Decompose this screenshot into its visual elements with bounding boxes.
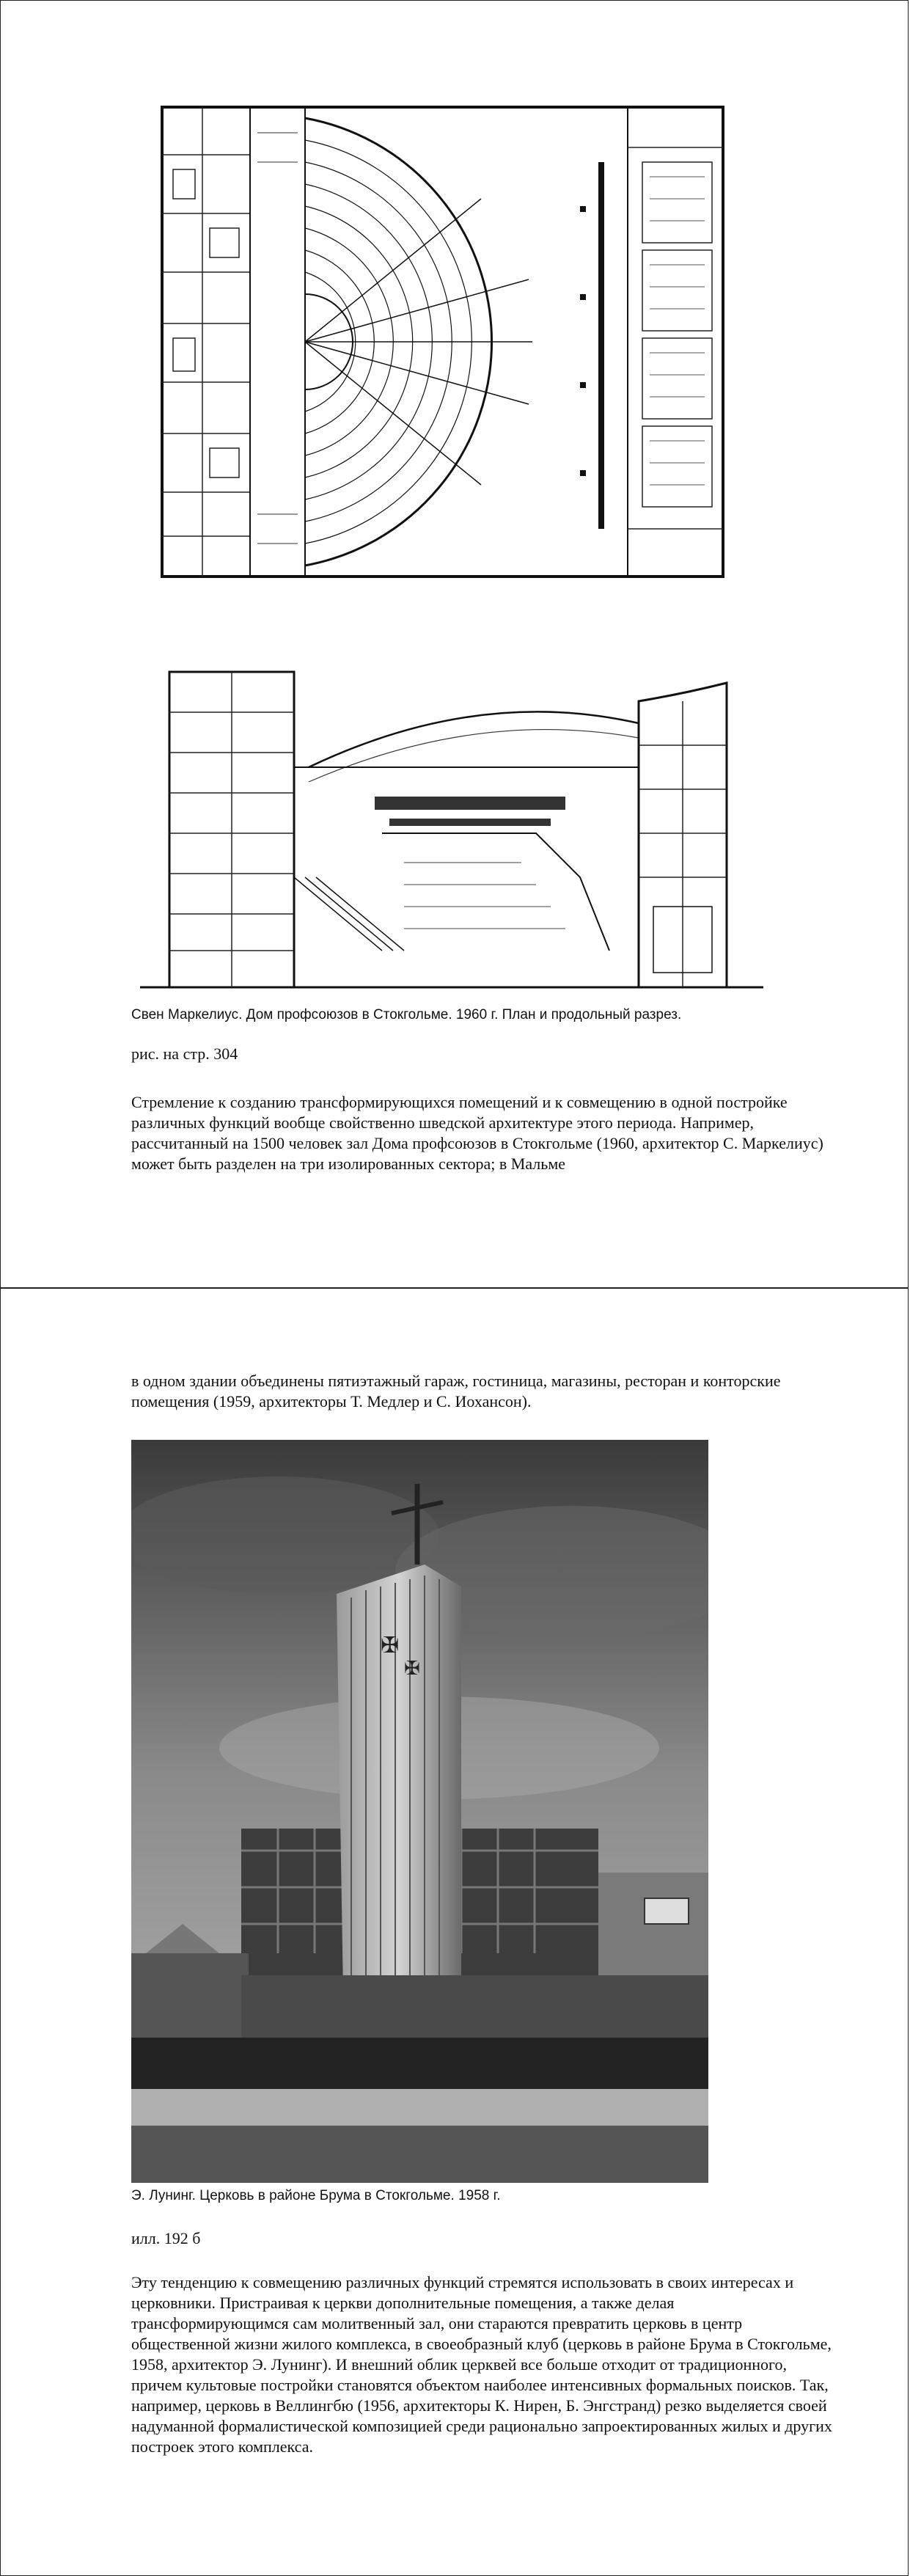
floor-plan-drawing [158,103,727,580]
figure-caption: Свен Маркелиус. Дом профсоюзов в Стокгольме. 1960 г. План и продольный разрез. [131,1007,682,1022]
body-paragraph: Стремление к созданию трансформирующихся помещений и к совмещению в одной постройке различных функций вообще свойственно шведской архитектуре этого периода. Например, рассчитанный на 1500 человек зал Дома профсоюзов в Стокгольме (1960, архитектор С. Маркелиус) может быть разделен на три изолированных сектора; в Мальме [131,1093,823,1173]
svg-text:✠: ✠ [404,1658,420,1680]
section-drawing [140,643,763,995]
photo-caption: Э. Лунинг. Церковь в районе Брума в Стокгольме. 1958 г. [131,2188,501,2203]
illustration-reference: илл. 192 б [131,2229,201,2247]
svg-text:✠: ✠ [381,1633,400,1658]
document-page-2 [0,1288,909,2576]
body-paragraph-bottom: Эту тенденцию к совмещению различных функций стремятся использовать в своих интересах и церковники. Пристраивая к церкви дополнительные помещения, а также делая трансформирующимся сам молитвенный зал, они стараются превратить церковь в центр общественной жизни жилого комплекса, в своеобразный клуб (церковь в районе Брума в Стокгольме, 1958, архитектор Э. Лунинг). И внешний облик церквей все больше отходит от традиционного, причем культовые постройки становятся объектом наиболее интенсивных формальных поисков. Так, например, церковь в Веллингбю (1956, архитекторы К. Нирен, Б. Энгстранд) резко выделяется своей надуманной формалистической композицией среди рационально запроектированных жилых и других построек этого комплекса. [131,2273,832,2456]
body-paragraph-continued: в одном здании объединены пятиэтажный гараж, гостиница, магазины, ресторан и конторские помещения (1959, архитекторы Т. Медлер и С. Иохансон). [131,1372,781,1410]
church-photo [131,1440,708,2183]
figure-reference: рис. на стр. 304 [131,1044,238,1063]
document-page-1 [0,0,909,1288]
